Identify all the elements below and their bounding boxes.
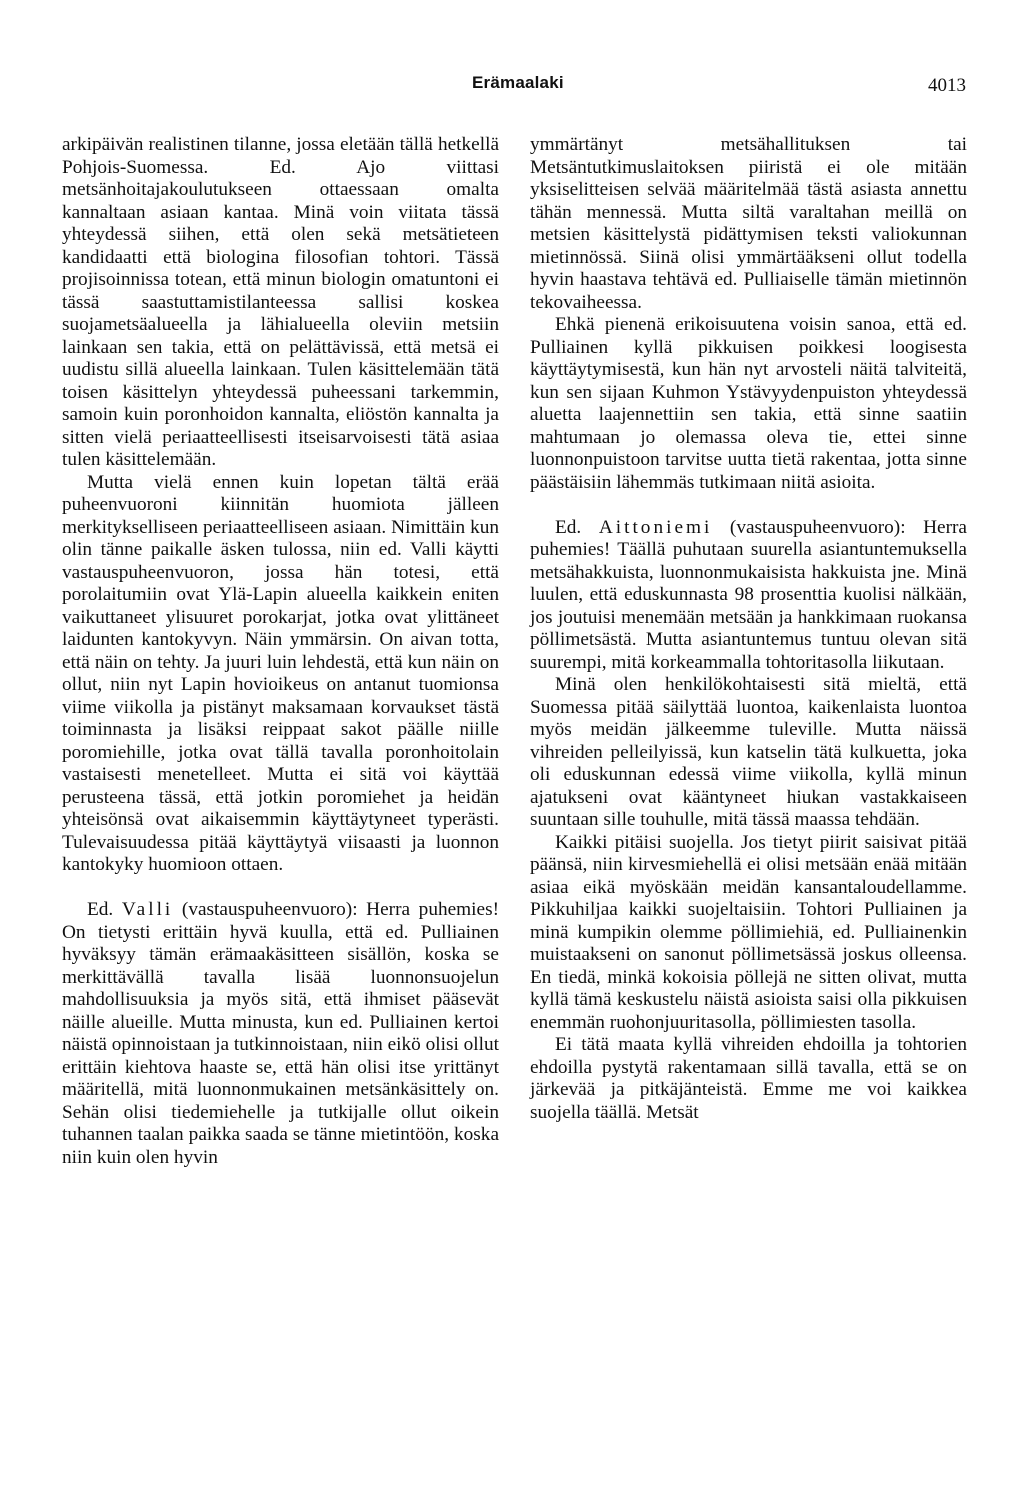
- paragraph: Ei tätä maata kyllä vihreiden ehdoilla ja tohtorien ehdoilla pystytä rakentamaan sillä tavalla, että se on järkevää ja pitkäjänteistä. Emme me voi kaikkea suojella täällä. Metsät: [530, 1034, 967, 1123]
- right-column: [530, 134, 967, 1124]
- paragraph: Kaikki pitäisi suojella. Jos tietyt piirit saisivat pitää päänsä, niin kirvesmiehellä ei olisi metsään enää mitään asiaa eikä myöskään meidän kansantaloudellamme. Pikkuhiljaa kaikki suojeltaisiin. Tohtori Pulliainen ja minä kumpikin olemme pöllimiehiä, ed. Pulliainenkin muistaakseni on sanonut pöllimetsässä joskus olleensa. En tiedä, minkä kokoisia pöllejä ne sitten olivat, mutta kyllä tämä keskustelu näistä asioista saisi olla pikkuisen enemmän ruohonjuuritasolla, pöllimiesten tasolla.: [530, 831, 967, 1033]
- paragraph: ymmärtänyt metsähallituksen tai Metsäntutkimuslaitoksen piiristä ei ole mitään yksiselitteisen selvää määritelmää tästä asiasta annettu tähän mennessä. Mutta siltä varaltahan meillä on metsien käsittelystä pidättymisen teksti valiokunnan mietinnössä. Siinä olisi ymmärtääkseni ollut todella hyvin haastava tehtävä ed. Pulliaiselle tämän mietinnön tekovaiheessa.: [530, 134, 967, 313]
- speech-paragraph: [62, 899, 499, 1169]
- paragraph: arkipäivän realistinen tilanne, jossa eletään tällä hetkellä Pohjois-Suomessa. Ed. Ajo viittasi metsänhoitajakoulutukseen ottaessaan omalta kannaltaan asiaan kantaa. Minä voin viitata tässä yhteydessä siihen, että olen sekä metsätieteen kandidaatti että biologina filosofian tohtori. Tässä projisoinnissa totean, että minun biologin omatuntoni ei tässä saastuttamistilanteessa sallisi koskea suojametsäalueella ja lähialueella oleviin metsiin lainkaan sen takia, että on pelättävissä, että metsä ei uudistu sillä alueella lainkaan. Tulen käsittelemään tätä toisen käsittelyn yhteydessä puheessani tarkemmin, samoin kuin poronhoidon kannalta, eliöstön kannalta ja sitten vielä periaatteellisesti itseisarvoisesti tätä asiaa tulen käsittelemään.: [62, 134, 499, 470]
- page-number: 4013: [928, 75, 966, 96]
- speech-paragraph: [530, 517, 967, 675]
- speaker-name: Aittoniemi: [598, 516, 713, 538]
- speaker-name: Valli: [121, 899, 174, 920]
- left-column: [62, 134, 499, 1169]
- speech-text: (vastauspuheenvuoro): Herra puhemies! Täällä puhutaan suurella asiantuntemuksella metsähakkuista, luonnonmukaisista hakkuista jne. Minä luulen, että eduskunnasta 98 prosenttia kuolisi nälkään, jos joutuisi menemään metsään ja hankkimaan ruokansa pöllimetsästä. Mutta asiantuntemus tuntuu olevan sitä suurempi, mitä korkeammalla tohtoritasolla liikutaan.: [530, 516, 967, 673]
- paragraph: Ehkä pienenä erikoisuutena voisin sanoa, että ed. Pulliainen kyllä pikkuisen poikkesi loogisesta käyttäytymisestä, kun hän nyt arvosteli näitä talviteitä, kun sen sijaan Kuhmon Ystävyydenpuiston yhteydessä aluetta laajennettiin sen takia, että sinne saatiin mahtumaan jo olemassa oleva tie, ettei sinne luonnonpuistoon tarvitse uutta tietä rakentaa, jotta sinne päästäisiin lähemmäs tutkimaan niitä asioita.: [530, 314, 967, 493]
- paragraph: Minä olen henkilökohtaisesti sitä mieltä, että Suomessa pitää säilyttää luontoa, kaikenlaista luontoa myös meidän jälkeemme tuleville. Mutta näissä vihreiden pelleilyissä, kun katselin tätä kulkuetta, joka oli eduskunnan edessä viime viikolla, kyllä minun ajatukseni ovat kääntyneet hiukan vastakkaiseen suuntaan sille touhulle, mitä tässä maassa tehdään.: [530, 674, 967, 830]
- speech-prefix: Ed.: [555, 516, 599, 538]
- speech-prefix: Ed.: [87, 899, 122, 920]
- speech-text: (vastauspuheenvuoro): Herra puhemies! On tietysti erittäin hyvä kuulla, että ed. Pulliainen hyväksyy tämän erämaakäsitteen sisällön, koska se merkittävällä tavalla lisää luonnonsuojelun mahdollisuuksia ja myös sitä, että ihmiset pääsevät näille alueille. Mutta minusta, kun ed. Pulliainen kertoi näistä opinnoistaan ja tutkinnoistaan, niin eikö olisi ollut erittäin kiehtova haaste se, että hän olisi itse yrittänyt määritellä, mitä luonnonmukainen metsänkäsittely on. Sehän olisi tiedemiehelle ja tutkijalle ollut oikein tuhannen taalan paikka saada se tänne mietintöön, koska niin kuin olen hyvin: [62, 899, 500, 1168]
- running-header: [0, 73, 1024, 103]
- paragraph: Mutta vielä ennen kuin lopetan tältä erää puheenvuoroni kiinnitän huomiota jälleen merkitykselliseen periaatteelliseen asiaan. Nimittäin kun olin tänne paikalle äsken tulossa, niin ed. Valli käytti vastauspuheenvuoron, jossa hän totesi, että porolaitumiin ovat Ylä-Lapin alueella kaikkein eniten vaikuttaneet ylisuuret porokarjat, jotka ovat ylittäneet laidunten kantokyvyn. Näin ymmärsin. On aivan totta, että näin on tehty. Ja juuri luin lehdestä, että kun näin on ollut, niin nyt Lapin hovioikeus on antanut tuomionsa viime viikolla ja pistänyt maksamaan korvaukset tästä toiminnasta ja lisäksi reippaat sakot päälle niille poromiehille, jotka ovat tällä tavalla poronhoitolain vastaisesti menetelleet. Mutta ei sitä voi käyttää perusteena tässä, että jotkin poromiehet ja heidän yhteisönsä ovat aikaisemmin käyttäytyneet typerästi. Tulevaisuudessa pitää käyttäytyä viisaasti ja luonnon kantokyky huomioon ottaen.: [62, 471, 499, 875]
- header-title: Erämaalaki: [472, 73, 564, 92]
